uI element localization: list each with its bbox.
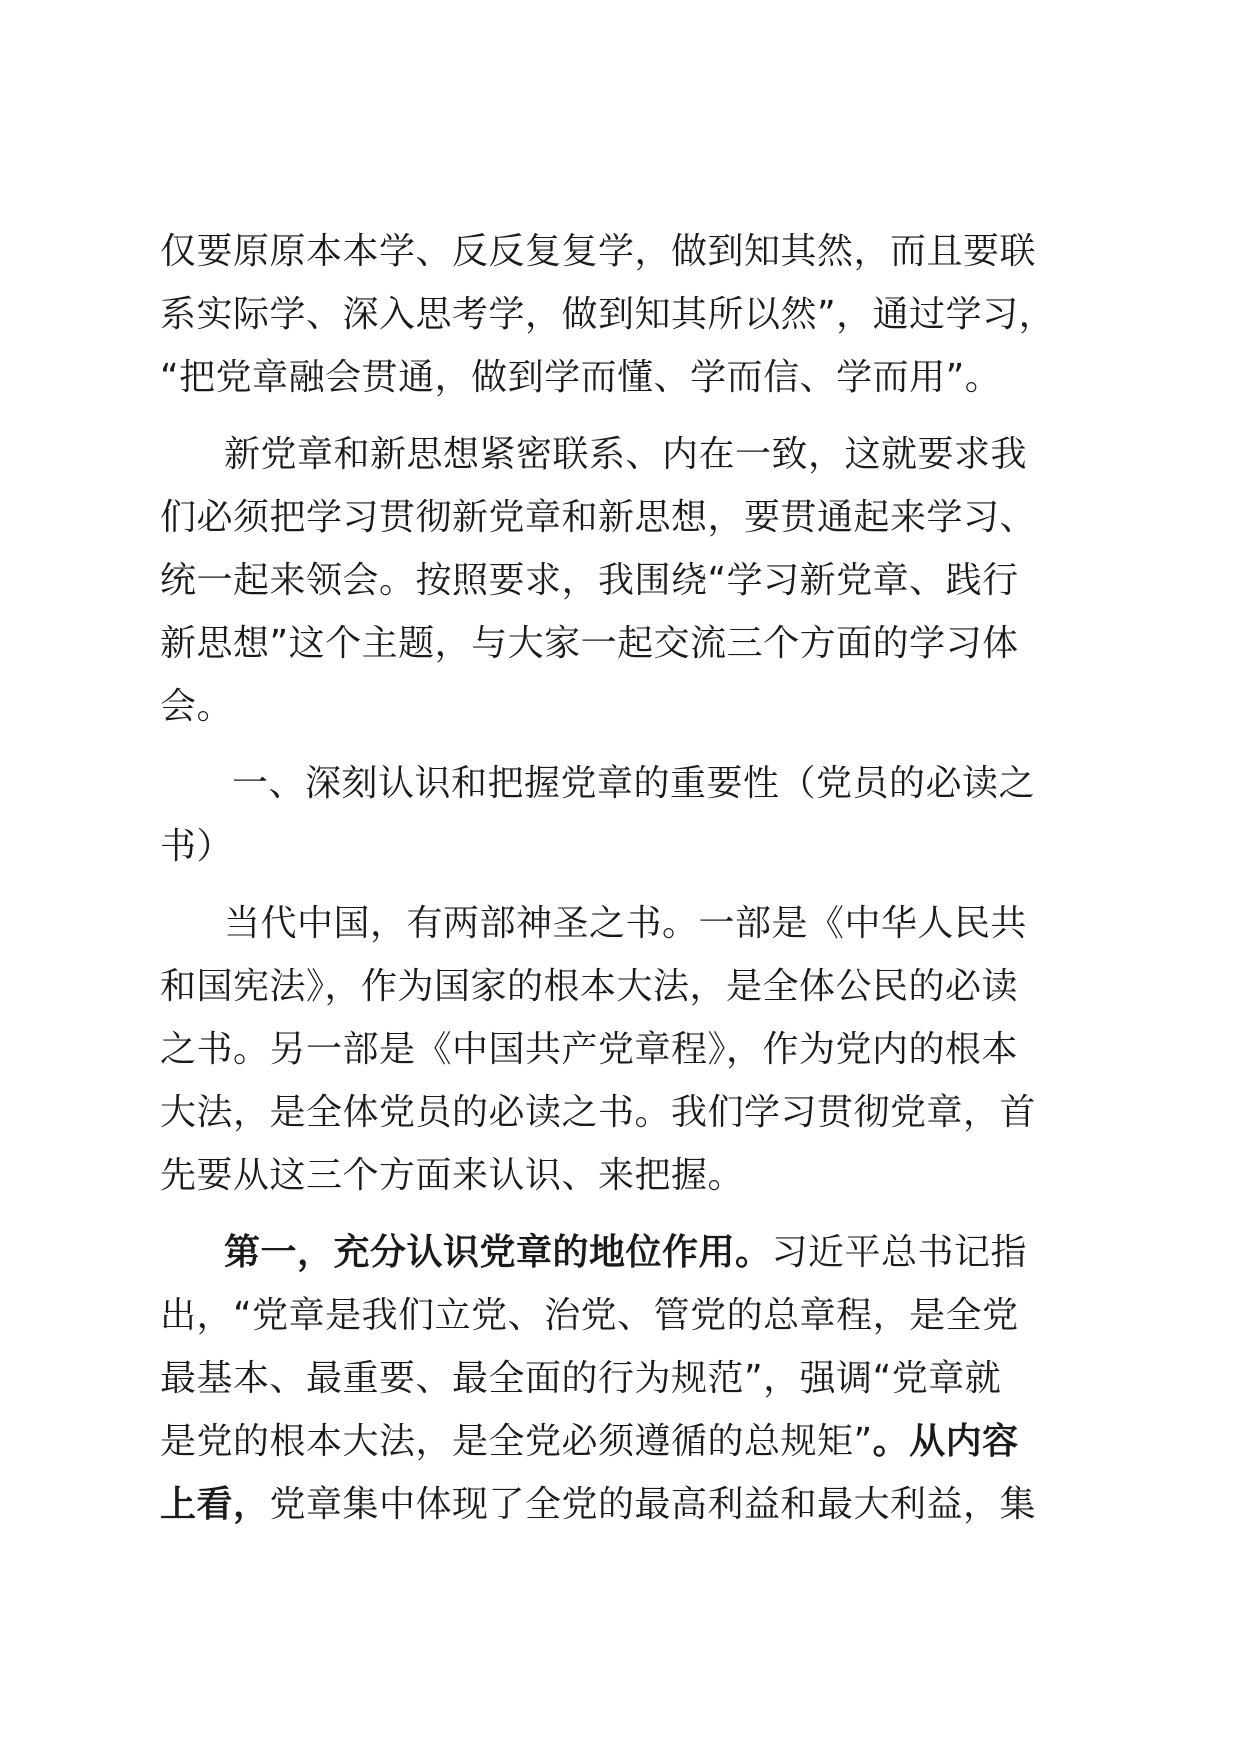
heading-line: 一、深刻认识和把握党章的重要性（党员的必读之 bbox=[232, 763, 1036, 804]
text-line: 大法，是全体党员的必读之书。我们学习贯彻党章，首 bbox=[160, 1092, 1037, 1133]
text-span: 党章集中体现了全党的最高利益和最大利益，集 bbox=[269, 1484, 1037, 1525]
section-heading bbox=[160, 752, 1080, 878]
text-line: 最基本、最重要、最全面的行为规范”，强调“党章就 bbox=[160, 1358, 1002, 1399]
text-line: 先要从这三个方面来认识、来把握。 bbox=[160, 1155, 745, 1196]
text-line bbox=[160, 1410, 1080, 1473]
text-line: 仅要原原本本学、反反复复学，做到知其然，而且要联 bbox=[160, 231, 1037, 272]
text-line: 和国宪法》，作为国家的根本大法，是全体公民的必读 bbox=[160, 966, 1019, 1007]
text-line bbox=[160, 1473, 1080, 1536]
text-line: 系实际学、深入思考学，做到知其所以然”，通过学习， bbox=[160, 294, 1056, 335]
text-line: 新思想”这个主题，与大家一起交流三个方面的学习体 bbox=[160, 623, 1019, 664]
text-span: 是党的根本大法，是全党必须遵循的总规矩” bbox=[160, 1421, 873, 1462]
text-span: 习近平总书记指 bbox=[771, 1232, 1028, 1273]
text-line: 新党章和新思想紧密联系、内在一致，这就要求我 bbox=[224, 434, 1028, 475]
text-line: 当代中国，有两部神圣之书。一部是《中华人民共 bbox=[224, 903, 1028, 944]
text-line: 出，“党章是我们立党、治党、管党的总章程，是全党 bbox=[160, 1295, 1019, 1336]
paragraph-4 bbox=[160, 1221, 1080, 1536]
document-body bbox=[160, 220, 1080, 1550]
bold-lead: 上看， bbox=[160, 1484, 270, 1525]
text-line: 之书。另一部是《中国共产党章程》，作为党内的根本 bbox=[160, 1029, 1019, 1070]
text-line: 统一起来领会。按照要求，我围绕“学习新党章、践行 bbox=[160, 560, 1019, 601]
text-line: “把党章融会贯通，做到学而懂、学而信、学而用”。 bbox=[160, 357, 1002, 398]
heading-line: 书） bbox=[160, 826, 234, 867]
bold-lead: 第一，充分认识党章的地位作用。 bbox=[224, 1232, 772, 1273]
text-line: 们必须把学习贯彻新党章和新思想，要贯通起来学习、 bbox=[160, 497, 1037, 538]
text-line bbox=[160, 1221, 1080, 1284]
paragraph-1 bbox=[160, 220, 1080, 409]
paragraph-2 bbox=[160, 423, 1080, 738]
bold-lead: 。从内容 bbox=[872, 1421, 1019, 1462]
text-line: 会。 bbox=[160, 686, 234, 727]
paragraph-3 bbox=[160, 892, 1080, 1207]
